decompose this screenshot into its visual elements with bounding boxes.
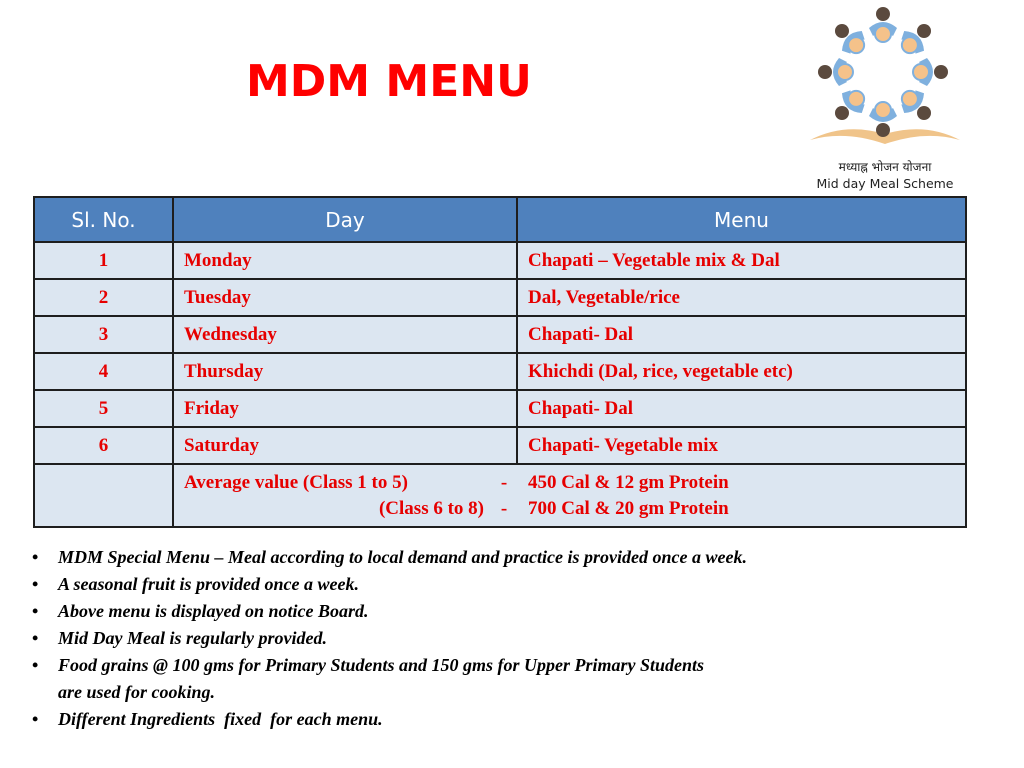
sl-no-cell: 3 (34, 316, 173, 353)
average-dash: - (500, 497, 508, 519)
sl-no-cell: 6 (34, 427, 173, 464)
note-text: Above menu is displayed on notice Board. (58, 601, 369, 621)
table-row (34, 427, 966, 464)
notes-list (26, 544, 747, 733)
average-label: (Class 6 to 8) (378, 497, 484, 519)
average-label: Average value (Class 1 to 5) (184, 471, 408, 493)
logo-english-text: Mid day Meal Scheme (816, 176, 954, 191)
note-item (26, 598, 747, 625)
column-header-sl-no: Sl. No. (34, 197, 173, 242)
menu-cell: Chapati – Vegetable mix & Dal (517, 242, 966, 279)
menu-cell: Chapati- Dal (517, 316, 966, 353)
menu-cell: Chapati- Vegetable mix (517, 427, 966, 464)
average-line-class-6-8 (184, 496, 965, 522)
sl-no-cell: 4 (34, 353, 173, 390)
note-item (26, 544, 747, 571)
bullet-icon: • (32, 628, 39, 648)
mid-day-meal-logo (800, 2, 970, 196)
day-cell: Friday (173, 390, 517, 427)
table-header-row (34, 197, 966, 242)
table-row (34, 316, 966, 353)
average-line-class-1-5 (184, 470, 965, 496)
note-item (26, 706, 747, 733)
day-cell: Thursday (173, 353, 517, 390)
page-title: MDM MENU (246, 56, 532, 107)
note-text: Mid Day Meal is regularly provided. (58, 628, 327, 648)
average-value-row (34, 464, 966, 527)
table-row (34, 279, 966, 316)
bullet-icon: • (32, 655, 39, 675)
average-dash: - (500, 471, 508, 493)
menu-cell: Khichdi (Dal, rice, vegetable etc) (517, 353, 966, 390)
bullet-icon: • (32, 547, 39, 567)
day-cell: Wednesday (173, 316, 517, 353)
day-cell: Monday (173, 242, 517, 279)
table-row (34, 353, 966, 390)
average-value: 700 Cal & 20 gm Protein (528, 497, 729, 519)
menu-cell: Dal, Vegetable/rice (517, 279, 966, 316)
empty-cell (34, 464, 173, 527)
sl-no-cell: 5 (34, 390, 173, 427)
bullet-icon: • (32, 574, 39, 594)
day-cell: Tuesday (173, 279, 517, 316)
table-row (34, 242, 966, 279)
menu-table (33, 196, 967, 528)
sl-no-cell: 1 (34, 242, 173, 279)
sl-no-cell: 2 (34, 279, 173, 316)
column-header-day: Day (173, 197, 517, 242)
note-item (26, 571, 747, 598)
column-header-menu: Menu (517, 197, 966, 242)
note-item (26, 625, 747, 652)
average-value-cell (173, 464, 966, 527)
day-cell: Saturday (173, 427, 517, 464)
note-text: Different Ingredients fixed for each menu. (58, 709, 383, 729)
note-text-continuation: are used for cooking. (58, 682, 215, 702)
bullet-icon: • (32, 601, 39, 621)
logo-hindi-text: मध्याह्न भोजन योजना (838, 160, 932, 174)
menu-cell: Chapati- Dal (517, 390, 966, 427)
table-row (34, 390, 966, 427)
average-value: 450 Cal & 12 gm Protein (528, 471, 729, 493)
note-text: Food grains @ 100 gms for Primary Students and 150 gms for Upper Primary Students (58, 655, 705, 675)
note-item (26, 652, 747, 706)
bullet-icon: • (32, 709, 39, 729)
children-circle-logo-icon (800, 2, 970, 152)
note-text: MDM Special Menu – Meal according to local demand and practice is provided once a week. (58, 547, 747, 567)
note-text: A seasonal fruit is provided once a week. (58, 574, 359, 594)
